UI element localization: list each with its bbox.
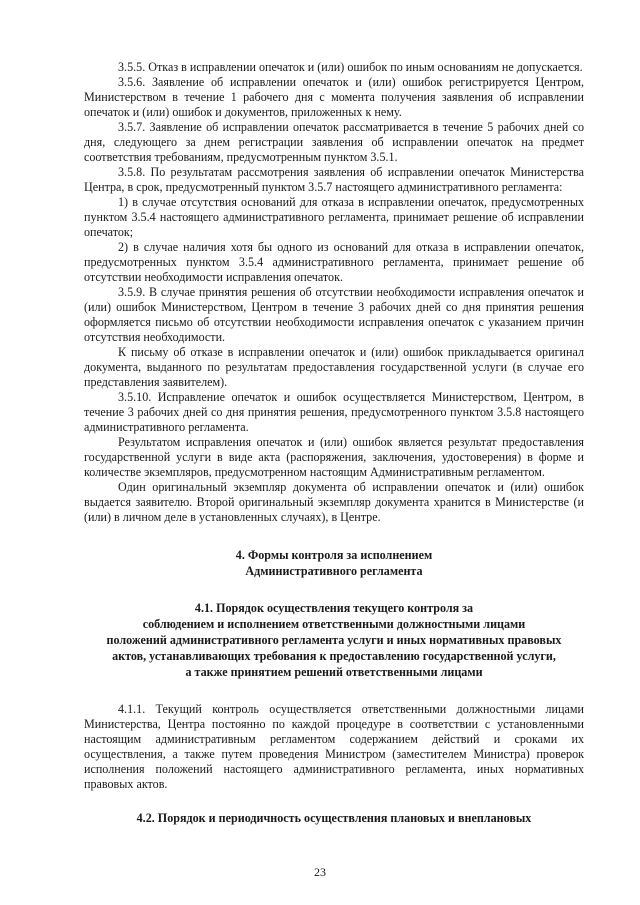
section-4-1-heading-line-5: а также принятием решений ответственными лицами	[185, 665, 483, 679]
paragraph-3-5-6: 3.5.6. Заявление об исправлении опечаток и (или) ошибок регистрируется Центром, Министерством в течение 1 рабочего дня с момента получения заявления об исправлении опечаток и (или) ошибок и документов, приложенных к нему.	[84, 75, 584, 119]
document-page	[84, 60, 584, 826]
paragraph-original-copy: Один оригинальный экземпляр документа об исправлении опечаток и (или) ошибок выдается заявителю. Второй оригинальный экземпляр документа хранится в Министерстве (и (или) в личном деле в установленных случаях), в Центре.	[84, 480, 584, 524]
paragraph-3-5-9: 3.5.9. В случае принятия решения об отсутствии необходимости исправления опечаток и (или) ошибок Министерством, Центром в течение 3 рабочих дней со дня принятия решения оформляется письмо об отсутствии необходимости исправления опечаток с указанием причин отсутствия необходимости.	[84, 285, 584, 344]
section-4-1-heading-line-4: актов, устанавливающих требования к предоставлению государственной услуги,	[112, 649, 556, 663]
paragraph-3-5-7: 3.5.7. Заявление об исправлении опечаток рассматривается в течение 5 рабочих дней со дня, следующего за днем регистрации заявления об исправлении опечаток на предмет соответствия требованиям, предусмотренным пунктом 3.5.1.	[84, 120, 584, 164]
section-4-1-heading-line-2: соблюдением и исполнением ответственными должностными лицами	[142, 617, 526, 631]
paragraph-4-1-1: 4.1.1. Текущий контроль осуществляется ответственными должностными лицами Министерства, Центра постоянно по каждой процедуре в соответствии с установленными настоящим административным регламентом содержанием действий и сроками их осуществления, а также путем проведения Министром (заместителем Министра) проверок исполнения положений настоящего административного регламента, иных нормативных правовых актов.	[84, 702, 584, 791]
section-4-heading-line-2: Административного регламента	[245, 564, 423, 578]
section-4-heading-line-1: 4. Формы контроля за исполнением	[235, 548, 433, 562]
paragraph-3-5-10: 3.5.10. Исправление опечаток и ошибок осуществляется Министерством, Центром, в течение 3 рабочих дней со дня принятия решения, предусмотренного пунктом 3.5.8 настоящего административного регламента.	[84, 390, 584, 434]
paragraph-correction-result: Результатом исправления опечаток и (или) ошибок является результат предоставления государственной услуги в виде акта (распоряжения, заключения, удостоверения) в форме и количестве экземпляров, предусмотренном настоящим Административным регламентом.	[84, 435, 584, 479]
section-4-2-heading-line-1: 4.2. Порядок и периодичность осуществления плановых и внеплановых	[136, 811, 532, 825]
paragraph-3-5-8: 3.5.8. По результатам рассмотрения заявления об исправлении опечаток Министерства Центра, в срок, предусмотренный пунктом 3.5.7 настоящего административного регламента:	[84, 165, 584, 194]
paragraph-3-5-8-item-1: 1) в случае отсутствия оснований для отказа в исправлении опечаток, предусмотренных пунктом 3.5.4 настоящего административного регламента, принимает решение об исправлении опечаток;	[84, 195, 584, 239]
section-4-1-heading-line-3: положений административного регламента услуги и иных нормативных правовых	[106, 633, 562, 647]
paragraph-3-5-5: 3.5.5. Отказ в исправлении опечаток и (или) ошибок по иным основаниям не допускается.	[118, 60, 583, 74]
paragraph-3-5-8-item-2: 2) в случае наличия хотя бы одного из оснований для отказа в исправлении опечаток, предусмотренных пунктом 3.5.4 административного регламента, принимает решение об отсутствии необходимости исправления опечаток.	[84, 240, 584, 284]
paragraph-refusal-letter: К письму об отказе в исправлении опечаток и (или) ошибок прикладывается оригинал документа, выданного по результатам предоставления государственной услуги (в случае его представления заявителем).	[84, 345, 584, 389]
section-4-1-heading-line-1: 4.1. Порядок осуществления текущего контроля за	[194, 601, 474, 615]
page-number: 23	[314, 865, 326, 879]
